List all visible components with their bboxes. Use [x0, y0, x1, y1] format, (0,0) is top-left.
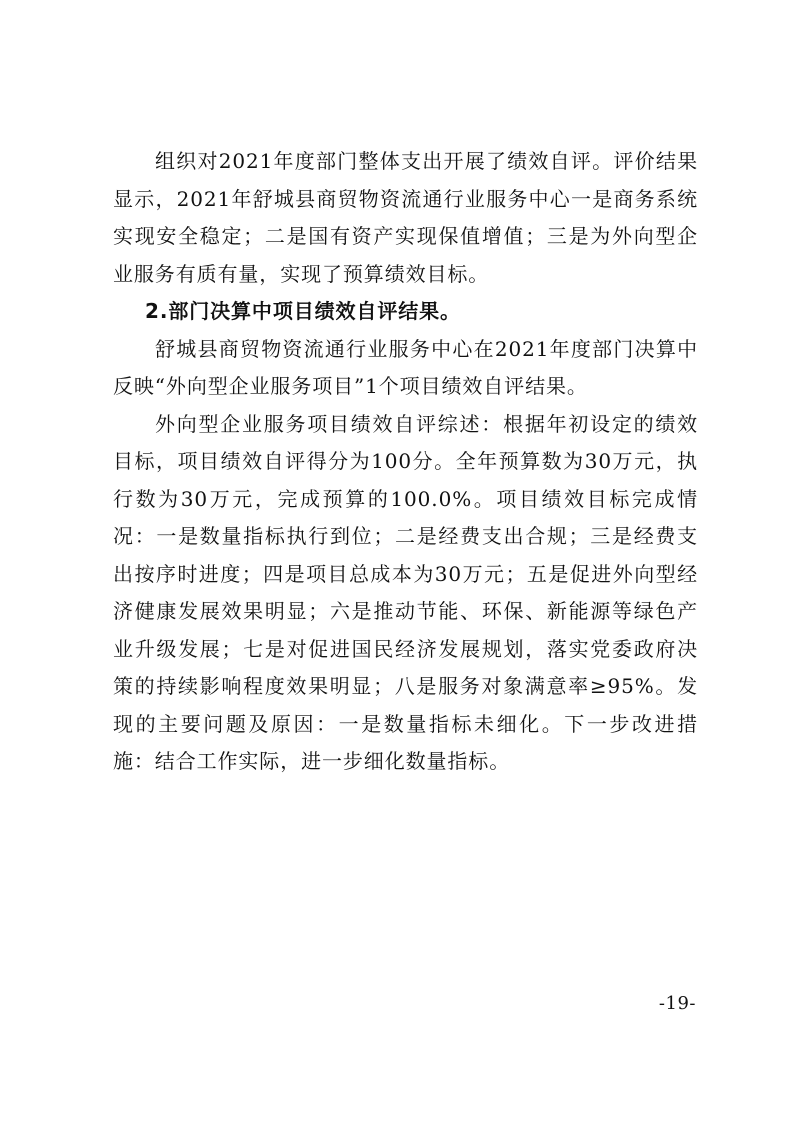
- paragraph-project-detail: 外向型企业服务项目绩效自评综述：根据年初设定的绩效目标，项目绩效自评得分为100分。全年预算数为30万元，执行数为30万元，完成预算的100.0%。项目绩效目标完成情况：一是数量指标执行到位；二是经费支出合规；三是经费支出按序时进度；四是项目总成本为30万元；五是促进外向型经济健康发展效果明显；六是推动节能、环保、新能源等绿色产业升级发展；七是对促进国民经济发展规划，落实党委政府决策的持续影响程度效果明显；八是服务对象满意率≥95%。发现的主要问题及原因：一是数量指标未细化。下一步改进措施：结合工作实际，进一步细化数量指标。: [113, 411, 698, 773]
- paragraph-project-summary: 舒城县商贸物资流通行业服务中心在2021年度部门决算中反映“外向型企业服务项目”1个项目绩效自评结果。: [113, 336, 698, 398]
- section-heading-project-evaluation: 2.部门决算中项目绩效自评结果。: [145, 299, 461, 323]
- page-number: -19-: [658, 993, 696, 1014]
- document-body: [113, 143, 698, 781]
- paragraph-overall-evaluation: 组织对2021年度部门整体支出开展了绩效自评。评价结果显示，2021年舒城县商贸物资流通行业服务中心一是商务系统实现安全稳定；二是国有资产实现保值增值；三是为外向型企业服务有质有量，实现了预算绩效目标。: [113, 149, 698, 286]
